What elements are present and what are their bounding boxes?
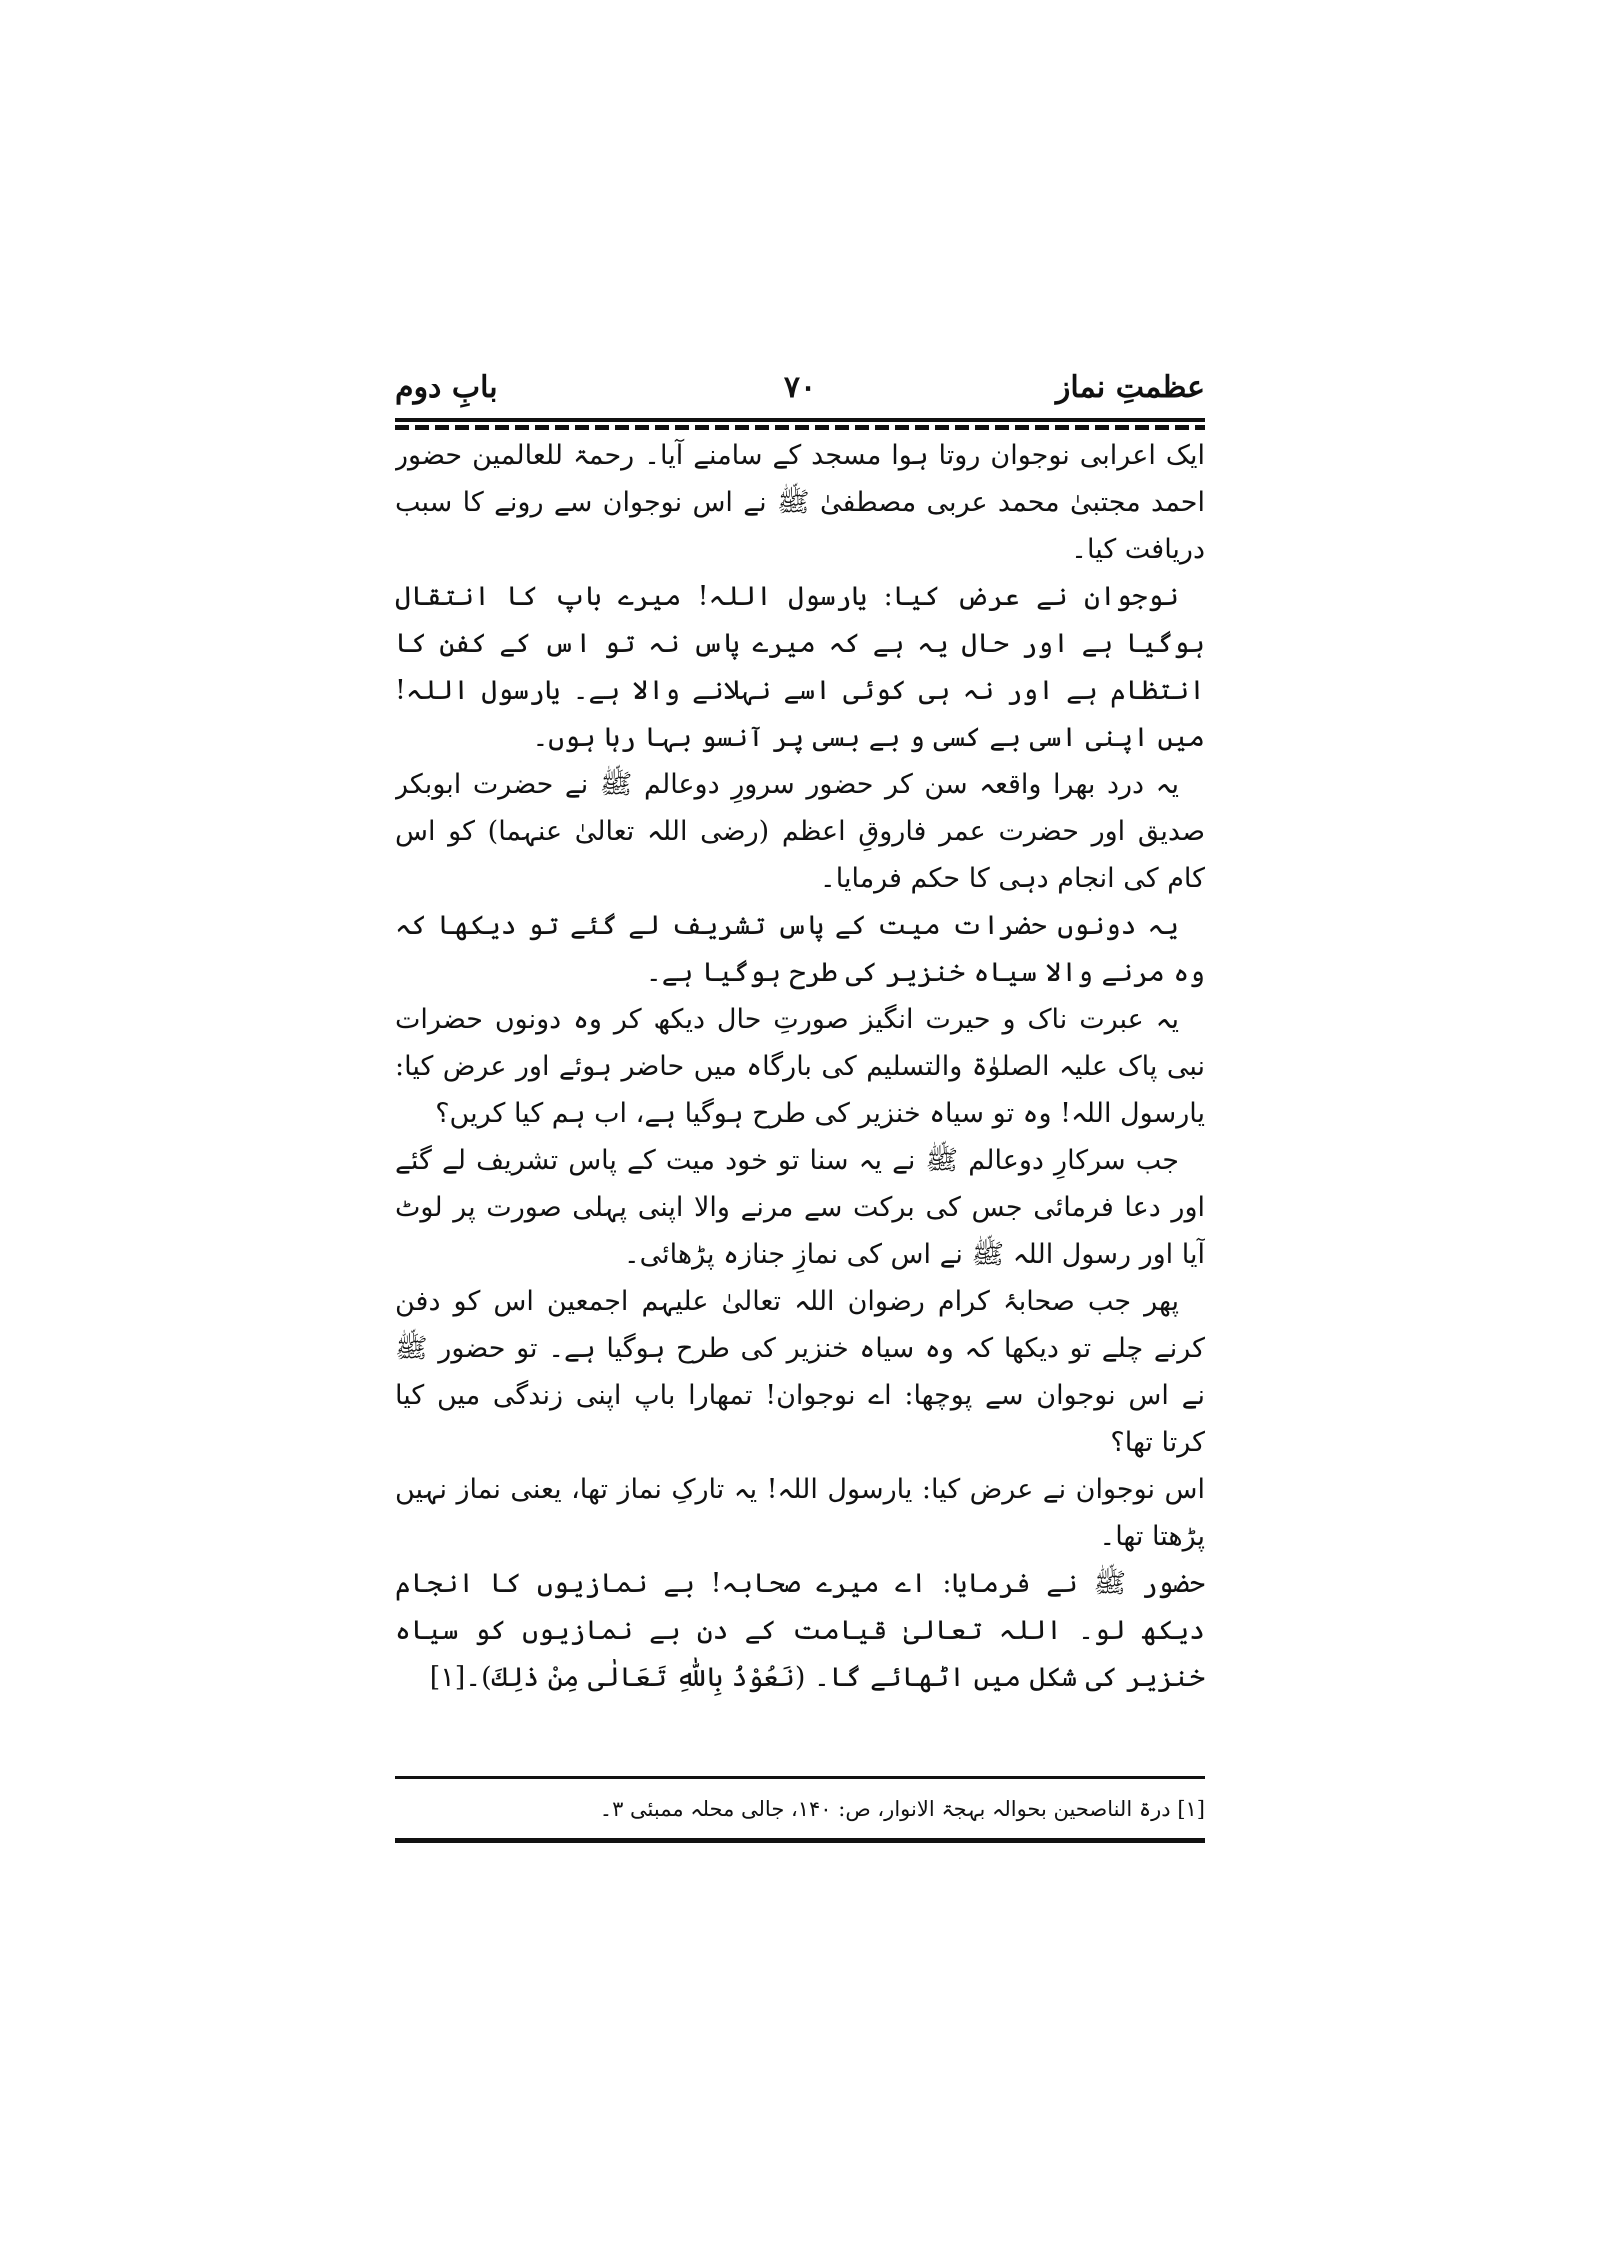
- footnote-rule: [395, 1776, 1205, 1779]
- paragraph: پھر جب صحابۂ کرام رضوان اللہ تعالیٰ علیہم اجمعین اس کو دفن کرنے چلے تو دیکھا کہ وہ سیاہ خنزیر کی طرح ہوگیا ہے۔ تو حضور ﷺ نے اس نوجوان سے پوچھا: اے نوجوان! تمھارا باپ اپنی زندگی میں کیا کرتا تھا؟: [395, 1286, 1205, 1458]
- paragraph: جب سرکارِ دوعالم ﷺ نے یہ سنا تو خود میت کے پاس تشریف لے گئے اور دعا فرمائی جس کی برکت سے مرنے والا اپنی پہلی صورت پر لوٹ آیا اور رسول اللہ ﷺ نے اس کی نمازِ جنازہ پڑھائی۔: [395, 1145, 1205, 1270]
- paragraph: اس نوجوان نے عرض کیا: یارسول اللہ! یہ تارکِ نماز تھا، یعنی نماز نہیں پڑھتا تھا۔: [395, 1474, 1205, 1552]
- footnote: [۱] درۃ الناصحین بحوالہ بہجۃ الانوار، ص: ۱۴۰، جالی محلہ ممبئی ۳۔: [599, 1797, 1205, 1821]
- bottom-rule: [395, 1838, 1205, 1843]
- paragraph: یہ دونوں حضرات میت کے پاس تشریف لے گئے تو دیکھا کہ وہ مرنے والا سیاہ خنزیر کی طرح ہوگیا ہے۔: [395, 910, 1205, 988]
- body-text: [395, 432, 1205, 1752]
- header-rule: [395, 418, 1205, 422]
- paragraph: نوجوان نے عرض کیا: یارسول اللہ! میرے باپ کا انتقال ہوگیا ہے اور حال یہ ہے کہ میرے پاس نہ تو اس کے کفن کا انتظام ہے اور نہ ہی کوئی اسے نہلانے والا ہے۔ یارسول اللہ! میں اپنی اسی بے کسی و بے بسی پر آنسو بہا رہا ہوں۔: [395, 581, 1205, 753]
- page-header: [395, 362, 1205, 418]
- paragraph: یہ عبرت ناک و حیرت انگیز صورتِ حال دیکھ کر وہ دونوں حضرات نبی پاک علیہ الصلوٰۃ والتسلیم کی بارگاہ میں حاضر ہوئے اور عرض کیا: یارسول اللہ! وہ تو سیاہ خنزیر کی طرح ہوگیا ہے، اب ہم کیا کریں؟: [395, 1004, 1205, 1129]
- book-title: عظمتِ نماز: [1055, 370, 1205, 405]
- chapter-title: بابِ دوم: [395, 370, 498, 405]
- paragraph: ایک اعرابی نوجوان روتا ہوا مسجد کے سامنے آیا۔ رحمۃ للعالمین حضور احمد مجتبیٰ محمد عربی مصطفیٰ ﷺ نے اس نوجوان سے رونے کا سبب دریافت کیا۔: [395, 440, 1205, 565]
- header-dashed-rule: [395, 425, 1205, 430]
- paragraph: حضور ﷺ نے فرمایا: اے میرے صحابہ! بے نمازیوں کا انجام دیکھ لو۔ اللہ تعالیٰ قیامت کے دن بے نمازیوں کو سیاہ خنزیر کی شکل میں اٹھائے گا۔ (نَعُوْذُ بِاللّٰهِ تَعَالٰى مِنْ ذٰلِكَ)۔[۱]: [395, 1568, 1205, 1693]
- page-number: ۷۰: [783, 370, 817, 405]
- paragraph: یہ درد بھرا واقعہ سن کر حضور سرورِ دوعالم ﷺ نے حضرت ابوبکر صدیق اور حضرت عمر فاروقِ اعظم (رضی اللہ تعالیٰ عنہما) کو اس کام کی انجام دہی کا حکم فرمایا۔: [395, 769, 1205, 894]
